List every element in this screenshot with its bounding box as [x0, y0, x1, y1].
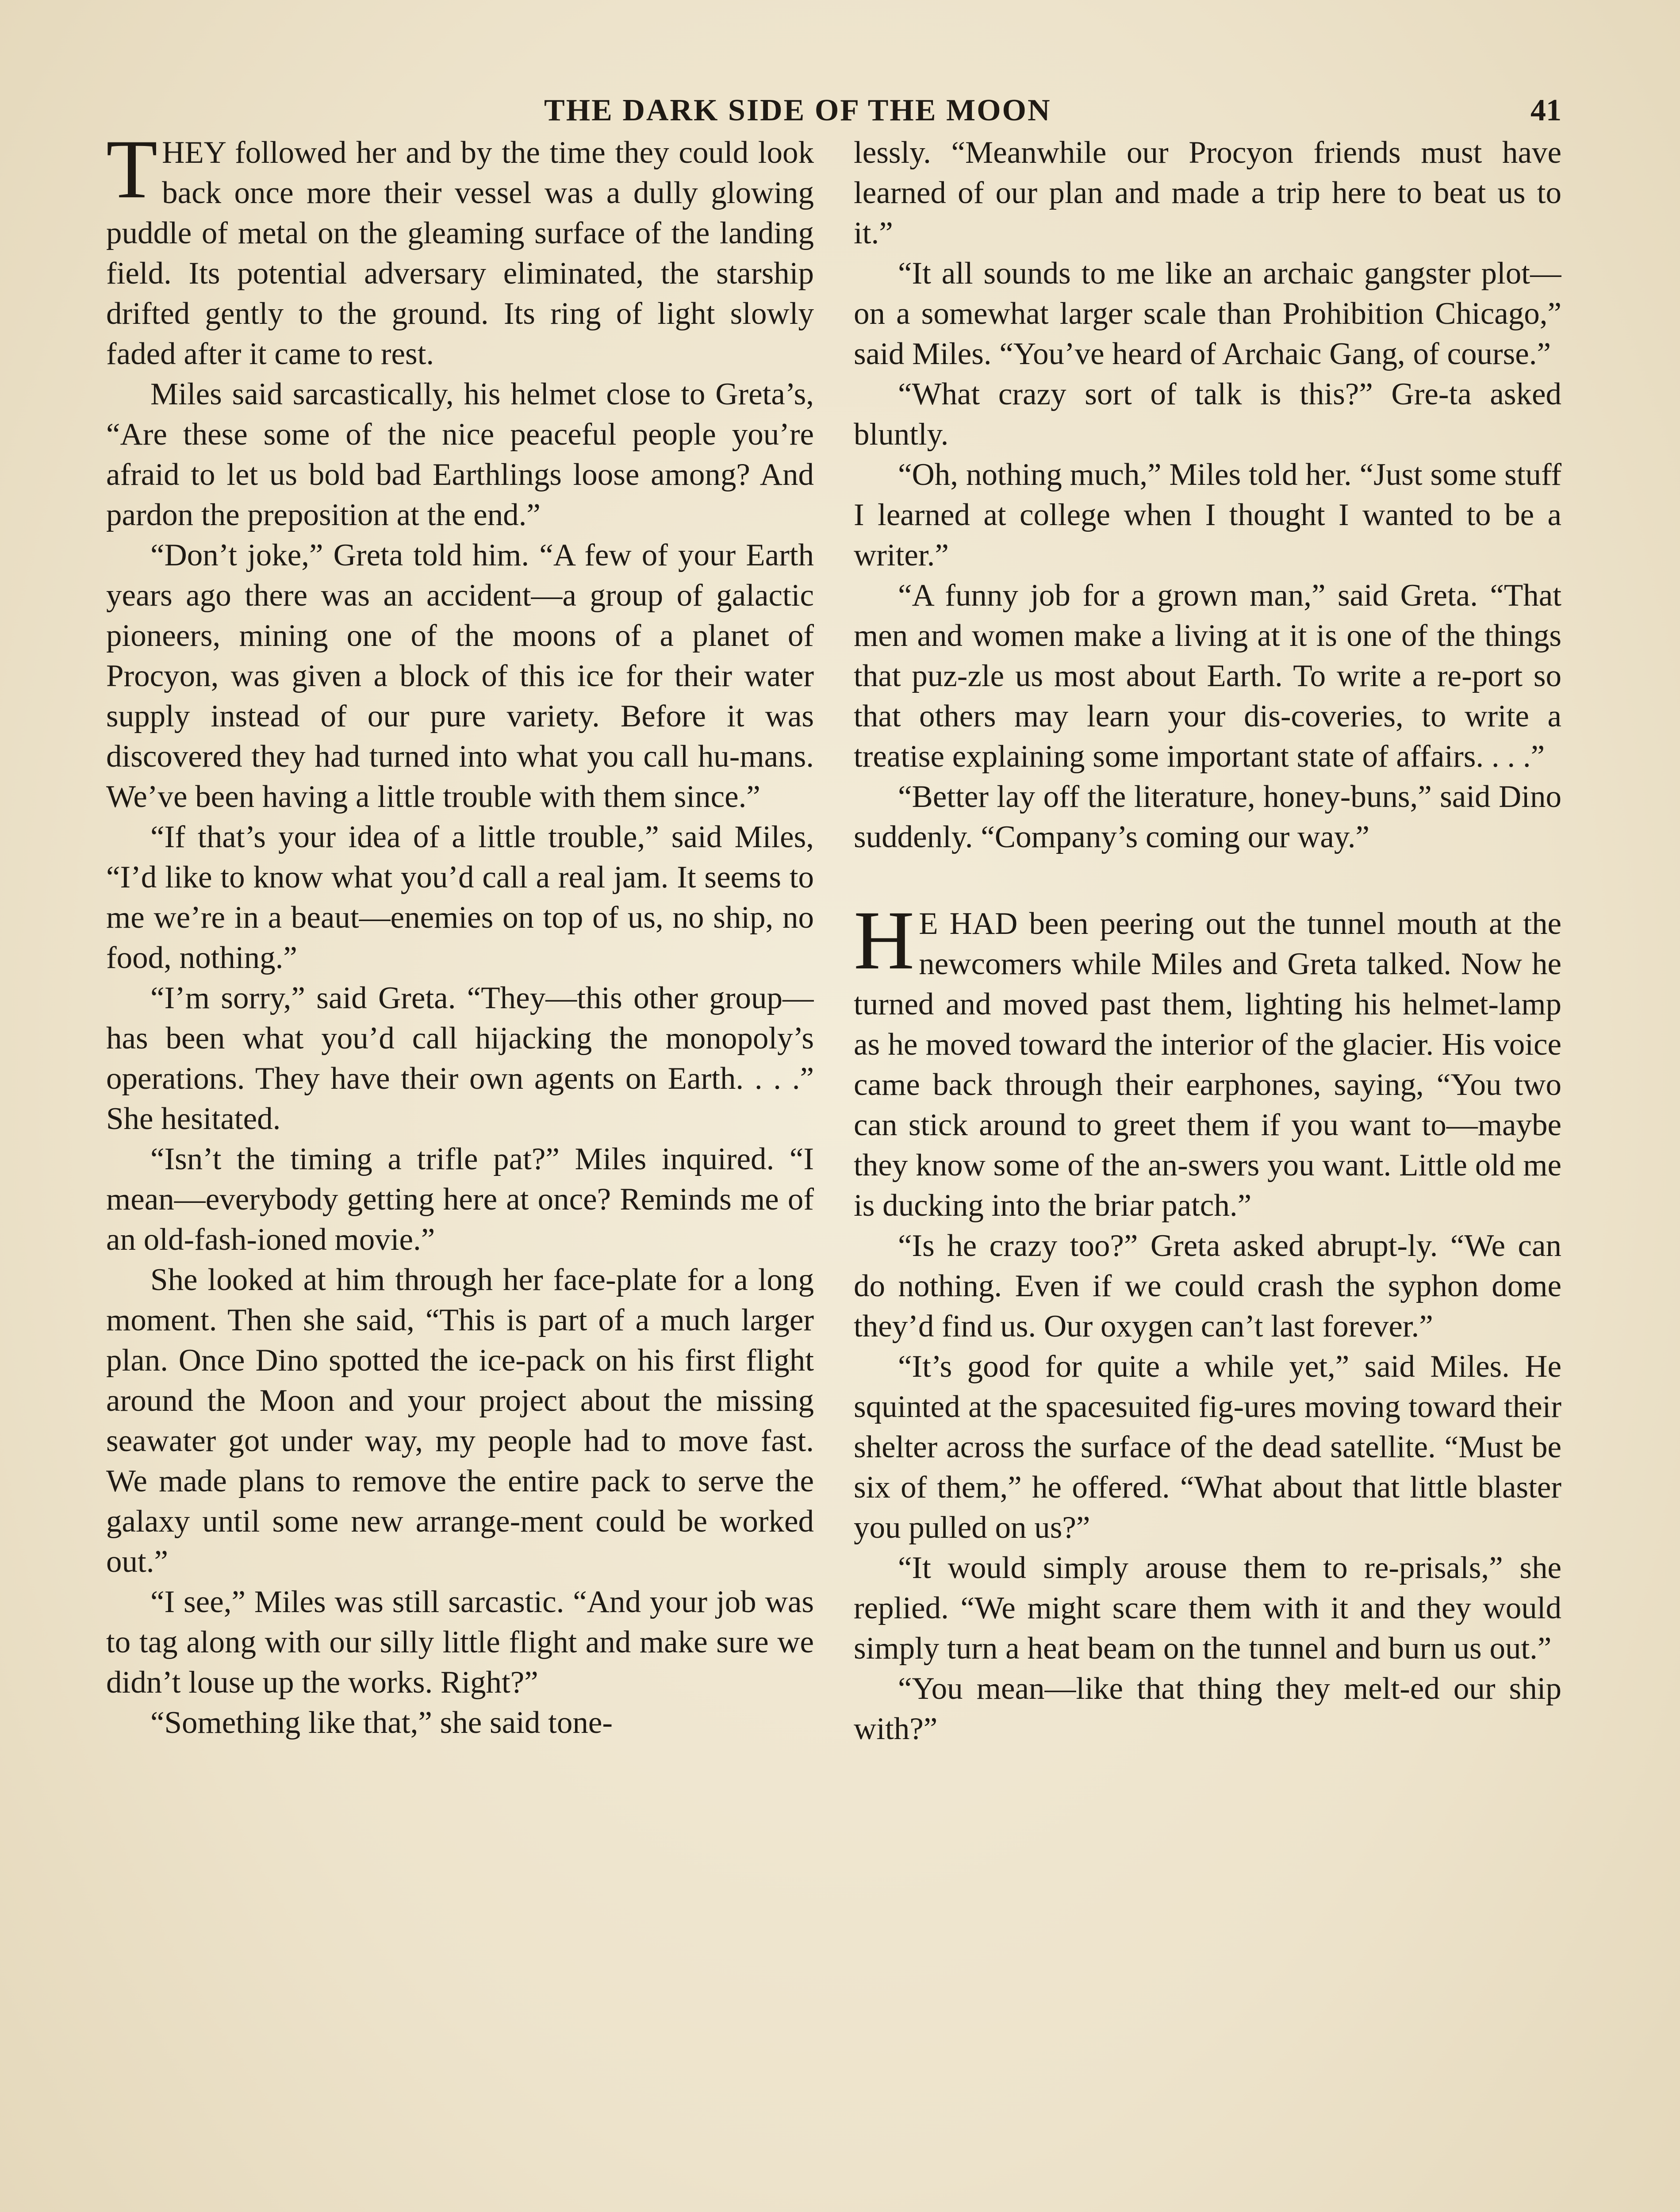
section-opening-paragraph: HE HAD been peering out the tunnel mouth at the newcomers while Miles and Greta talked. Now he turned and moved past them, lighting his helmet-lamp as he moved toward the interior of the glacier. His voice came back through their earphones, saying, “You two can stick around to greet them if you want to—maybe they know some of the an-swers you want. Little old me is ducking into the briar patch.” [854, 894, 1561, 1223]
paragraph: “Better lay off the literature, honey-buns,” said Dino suddenly. “Company’s coming our way.” [854, 780, 1561, 854]
paragraph: “Isn’t the timing a trifle pat?” Miles inquired. “I mean—everybody getting here at once? Reminds me of an old-fash-ioned movie.” [106, 1142, 814, 1257]
page-number: 41 [1530, 93, 1561, 127]
paragraph: “Oh, nothing much,” Miles told her. “Just some stuff I learned at college when I thought I wanted to be a writer.” [854, 457, 1561, 572]
paragraph: “I see,” Miles was still sarcastic. “And your job was to tag along with our silly little flight and make sure we didn’t louse up the works. Right?” [106, 1585, 814, 1700]
paragraph: “It would simply arouse them to re-prisals,” she replied. “We might scare them with it and they would simply turn a heat beam on the tunnel and burn us out.” [854, 1551, 1561, 1666]
paragraph: “Don’t joke,” Greta told him. “A few of your Earth years ago there was an accident—a group of galactic pioneers, mining one of the moons of a planet of Procyon, was given a block of this ice for their water supply instead of our pure variety. Before it was discovered they had turned into what you call hu-mans. We’ve been having a little trouble with them since.” [106, 538, 814, 814]
paragraph: “Something like that,” she said tone- [150, 1705, 613, 1740]
paragraph: THEY followed her and by the time they could look back once more their vessel was a dully glowing puddle of metal on the gleaming surface of the landing field. Its potential adversary eliminated, the starship drifted gently to the ground. Its ring of light slowly faded after it came to rest. [106, 133, 814, 371]
paragraph: “A funny job for a grown man,” said Greta. “That men and women make a living at it is one of the things that puz-zle us most about Earth. To write a re-port so that others may learn your dis-coveries, to write a treatise explaining some important state of affairs. . . .” [854, 578, 1561, 774]
paragraph: “You mean—like that thing they melt-ed our ship with?” [854, 1671, 1561, 1746]
paragraph: “I’m sorry,” said Greta. “They—this other group—has been what you’d call hijacking the monopoly’s operations. They have their own agents on Earth. . . .” She hesitated. [106, 981, 814, 1136]
paragraph: “Is he crazy too?” Greta asked abrupt-ly. “We can do nothing. Even if we could crash the syphon dome they’d find us. Our oxygen can’t last forever.” [854, 1229, 1561, 1344]
paragraph: Miles said sarcastically, his helmet close to Greta’s, “Are these some of the nice peaceful people you’re afraid to let us bold bad Earthlings loose among? And pardon the preposition at the end.” [106, 377, 814, 532]
paragraph: “It’s good for quite a while yet,” said Miles. He squinted at the spacesuited fig-ures moving toward their shelter across the surface of the dead satellite. “Must be six of them,” he offered. “What about that little blaster you pulled on us?” [854, 1349, 1561, 1545]
running-title: THE DARK SIDE OF THE MOON [544, 93, 1051, 127]
paragraph: “If that’s your idea of a little trouble,” said Miles, “I’d like to know what you’d call a real jam. It seems to me we’re in a beaut—enemies on top of us, no ship, no food, nothing.” [106, 820, 814, 975]
paragraph: “It all sounds to me like an archaic gangster plot—on a somewhat larger scale than Prohibition Chicago,” said Miles. “You’ve heard of Archaic Gang, of course.” [854, 256, 1561, 371]
right-column [854, 133, 1561, 2212]
left-column [106, 133, 814, 2212]
paragraph: lessly. “Meanwhile our Procyon friends must have learned of our plan and made a trip here to beat us to it.” [854, 135, 1561, 250]
paragraph: She looked at him through her face-plate for a long moment. Then she said, “This is part of a much larger plan. Once Dino spotted the ice-pack on his first flight around the Moon and your project about the missing seawater got under way, my people had to move fast. We made plans to remove the entire pack to serve the galaxy until some new arrange-ment could be worked out.” [106, 1263, 814, 1579]
paragraph: “What crazy sort of talk is this?” Gre-ta asked bluntly. [854, 377, 1561, 452]
